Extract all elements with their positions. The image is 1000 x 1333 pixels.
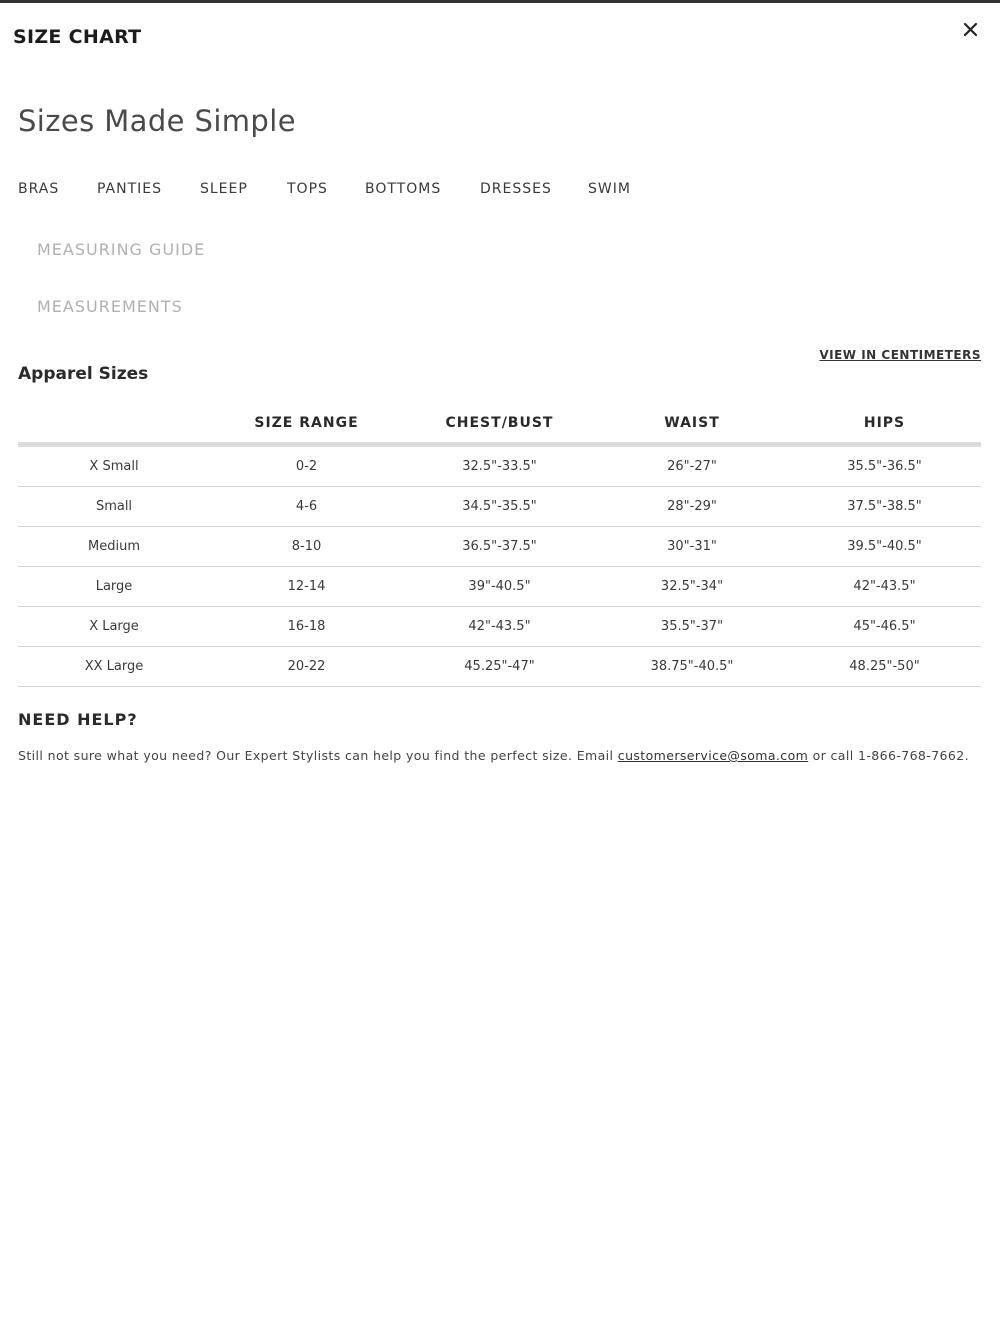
table-row [18, 647, 981, 687]
table-cell: 35.5"-36.5" [788, 445, 981, 487]
table-row [18, 487, 981, 527]
table-cell: Small [18, 487, 210, 527]
tab-swim[interactable]: SWIM [588, 181, 631, 197]
table-cell: 39"-40.5" [403, 567, 596, 607]
modal-title: SIZE CHART [13, 26, 142, 48]
tab-tops[interactable]: TOPS [287, 181, 328, 197]
table-cell: 26"-27" [596, 445, 788, 487]
table-cell: Medium [18, 527, 210, 567]
tab-measuring-guide[interactable]: MEASURING GUIDE [37, 240, 206, 259]
need-help-title: NEED HELP? [18, 710, 138, 729]
table-cell: 4-6 [210, 487, 403, 527]
table-cell: 34.5"-35.5" [403, 487, 596, 527]
table-row [18, 527, 981, 567]
table-cell: 0-2 [210, 445, 403, 487]
column-header-waist: WAIST [596, 404, 788, 445]
section-title: Apparel Sizes [18, 364, 149, 384]
table-cell: 38.75"-40.5" [596, 647, 788, 687]
close-icon [958, 16, 984, 42]
close-button[interactable] [958, 16, 984, 42]
table-cell: 32.5"-34" [596, 567, 788, 607]
tab-sleep[interactable]: SLEEP [200, 181, 248, 197]
table-cell: Large [18, 567, 210, 607]
table-cell: 16-18 [210, 607, 403, 647]
table-header-row [18, 404, 981, 445]
column-header-chest-bust: CHEST/BUST [403, 404, 596, 445]
table-cell: 28"-29" [596, 487, 788, 527]
page-headline: Sizes Made Simple [18, 104, 296, 138]
table-cell: X Small [18, 445, 210, 487]
help-text-intro: Still not sure what you need? Our Expert Stylists can help you find the perfect size. Email [18, 748, 618, 763]
column-header-size [18, 404, 210, 445]
table-cell: XX Large [18, 647, 210, 687]
table-cell: 39.5"-40.5" [788, 527, 981, 567]
tab-bottoms[interactable]: BOTTOMS [365, 181, 442, 197]
table-cell: 37.5"-38.5" [788, 487, 981, 527]
table-cell: 48.25"-50" [788, 647, 981, 687]
column-header-hips: HIPS [788, 404, 981, 445]
table-cell: 42"-43.5" [788, 567, 981, 607]
tab-dresses[interactable]: DRESSES [480, 181, 552, 197]
table-cell: 36.5"-37.5" [403, 527, 596, 567]
tab-measurements[interactable]: MEASUREMENTS [37, 297, 183, 316]
table-cell: 12-14 [210, 567, 403, 607]
table-cell: 8-10 [210, 527, 403, 567]
table-cell: 30"-31" [596, 527, 788, 567]
table-cell: 42"-43.5" [403, 607, 596, 647]
table-cell: 32.5"-33.5" [403, 445, 596, 487]
table-row [18, 445, 981, 487]
need-help-text [18, 747, 983, 764]
column-header-size-range: SIZE RANGE [210, 404, 403, 445]
table-cell: 45"-46.5" [788, 607, 981, 647]
modal-top-border [0, 0, 1000, 3]
table-row [18, 607, 981, 647]
tab-panties[interactable]: PANTIES [97, 181, 163, 197]
table-cell: 20-22 [210, 647, 403, 687]
table-cell: X Large [18, 607, 210, 647]
table-cell: 45.25"-47" [403, 647, 596, 687]
view-in-centimeters-link[interactable]: VIEW IN CENTIMETERS [819, 348, 981, 362]
help-text-phone: or call 1-866-768-7662. [808, 748, 969, 763]
size-table [18, 404, 981, 687]
table-cell: 35.5"-37" [596, 607, 788, 647]
customer-service-email-link[interactable]: customerservice@soma.com [617, 748, 809, 763]
tab-bras[interactable]: BRAS [18, 181, 60, 197]
table-row [18, 567, 981, 607]
